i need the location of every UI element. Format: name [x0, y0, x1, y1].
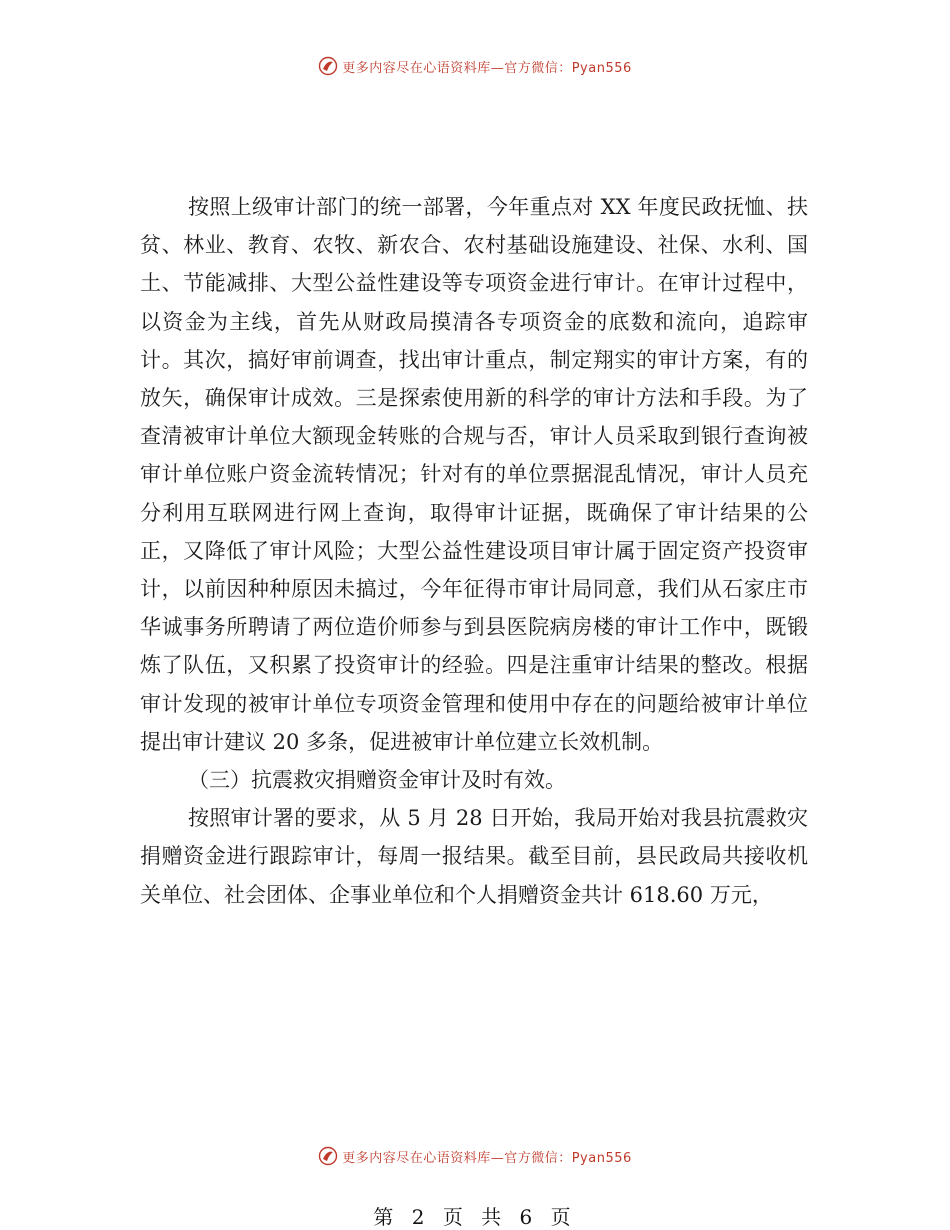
header-watermark — [0, 56, 950, 76]
watermark-text: 更多内容尽在心语资料库—官方微信：Pyan556 — [342, 1150, 632, 1166]
paragraph-earthquake-relief-audit: 按照审计署的要求，从 5 月 28 日开始，我局开始对我县抗震救灾捐赠资金进行跟踪审计，每周一报结果。截至目前，县民政局共接收机关单位、社会团体、企事业单位和个人捐赠资金共计 618.60 万元， — [140, 806, 808, 907]
page-number: 第 2 页 共 6 页 — [373, 1205, 577, 1229]
library-logo-icon — [318, 56, 338, 76]
footer-watermark — [0, 1146, 950, 1166]
watermark-text: 更多内容尽在心语资料库—官方微信：Pyan556 — [342, 60, 632, 76]
document-body — [140, 188, 808, 914]
section-heading-earthquake-relief: （三）抗震救灾捐赠资金审计及时有效。 — [188, 768, 566, 793]
wechat-id: Pyan556 — [571, 1150, 632, 1166]
library-logo-icon — [318, 1146, 338, 1166]
paragraph-special-funds-audit: 按照上级审计部门的统一部署，今年重点对 XX 年度民政抚恤、扶贫、林业、教育、农牧、新农合、农村基础设施建设、社保、水利、国土、节能减排、大型公益性建设等专项资金进行审计。在审计过程中，以资金为主线，首先从财政局摸清各专项资金的底数和流向，追踪审计。其次，搞好审前调查，找出审计重点，制定翔实的审计方案，有的放矢，确保审计成效。三是探索使用新的科学的审计方法和手段。为了查清被审计单位大额现金转账的合规与否，审计人员采取到银行查询被审计单位账户资金流转情况；针对有的单位票据混乱情况，审计人员充分利用互联网进行网上查询，取得审计证据，既确保了审计结果的公正，又降低了审计风险；大型公益性建设项目审计属于固定资产投资审计，以前因种种原因未搞过，今年征得市审计局同意，我们从石家庄市华诚事务所聘请了两位造价师参与到县医院病房楼的审计工作中，既锻炼了队伍，又积累了投资审计的经验。四是注重审计结果的整改。根据审计发现的被审计单位专项资金管理和使用中存在的问题给被审计单位提出审计建议 20 多条，促进被审计单位建立长效机制。 — [140, 195, 808, 754]
wechat-id: Pyan556 — [571, 60, 632, 76]
